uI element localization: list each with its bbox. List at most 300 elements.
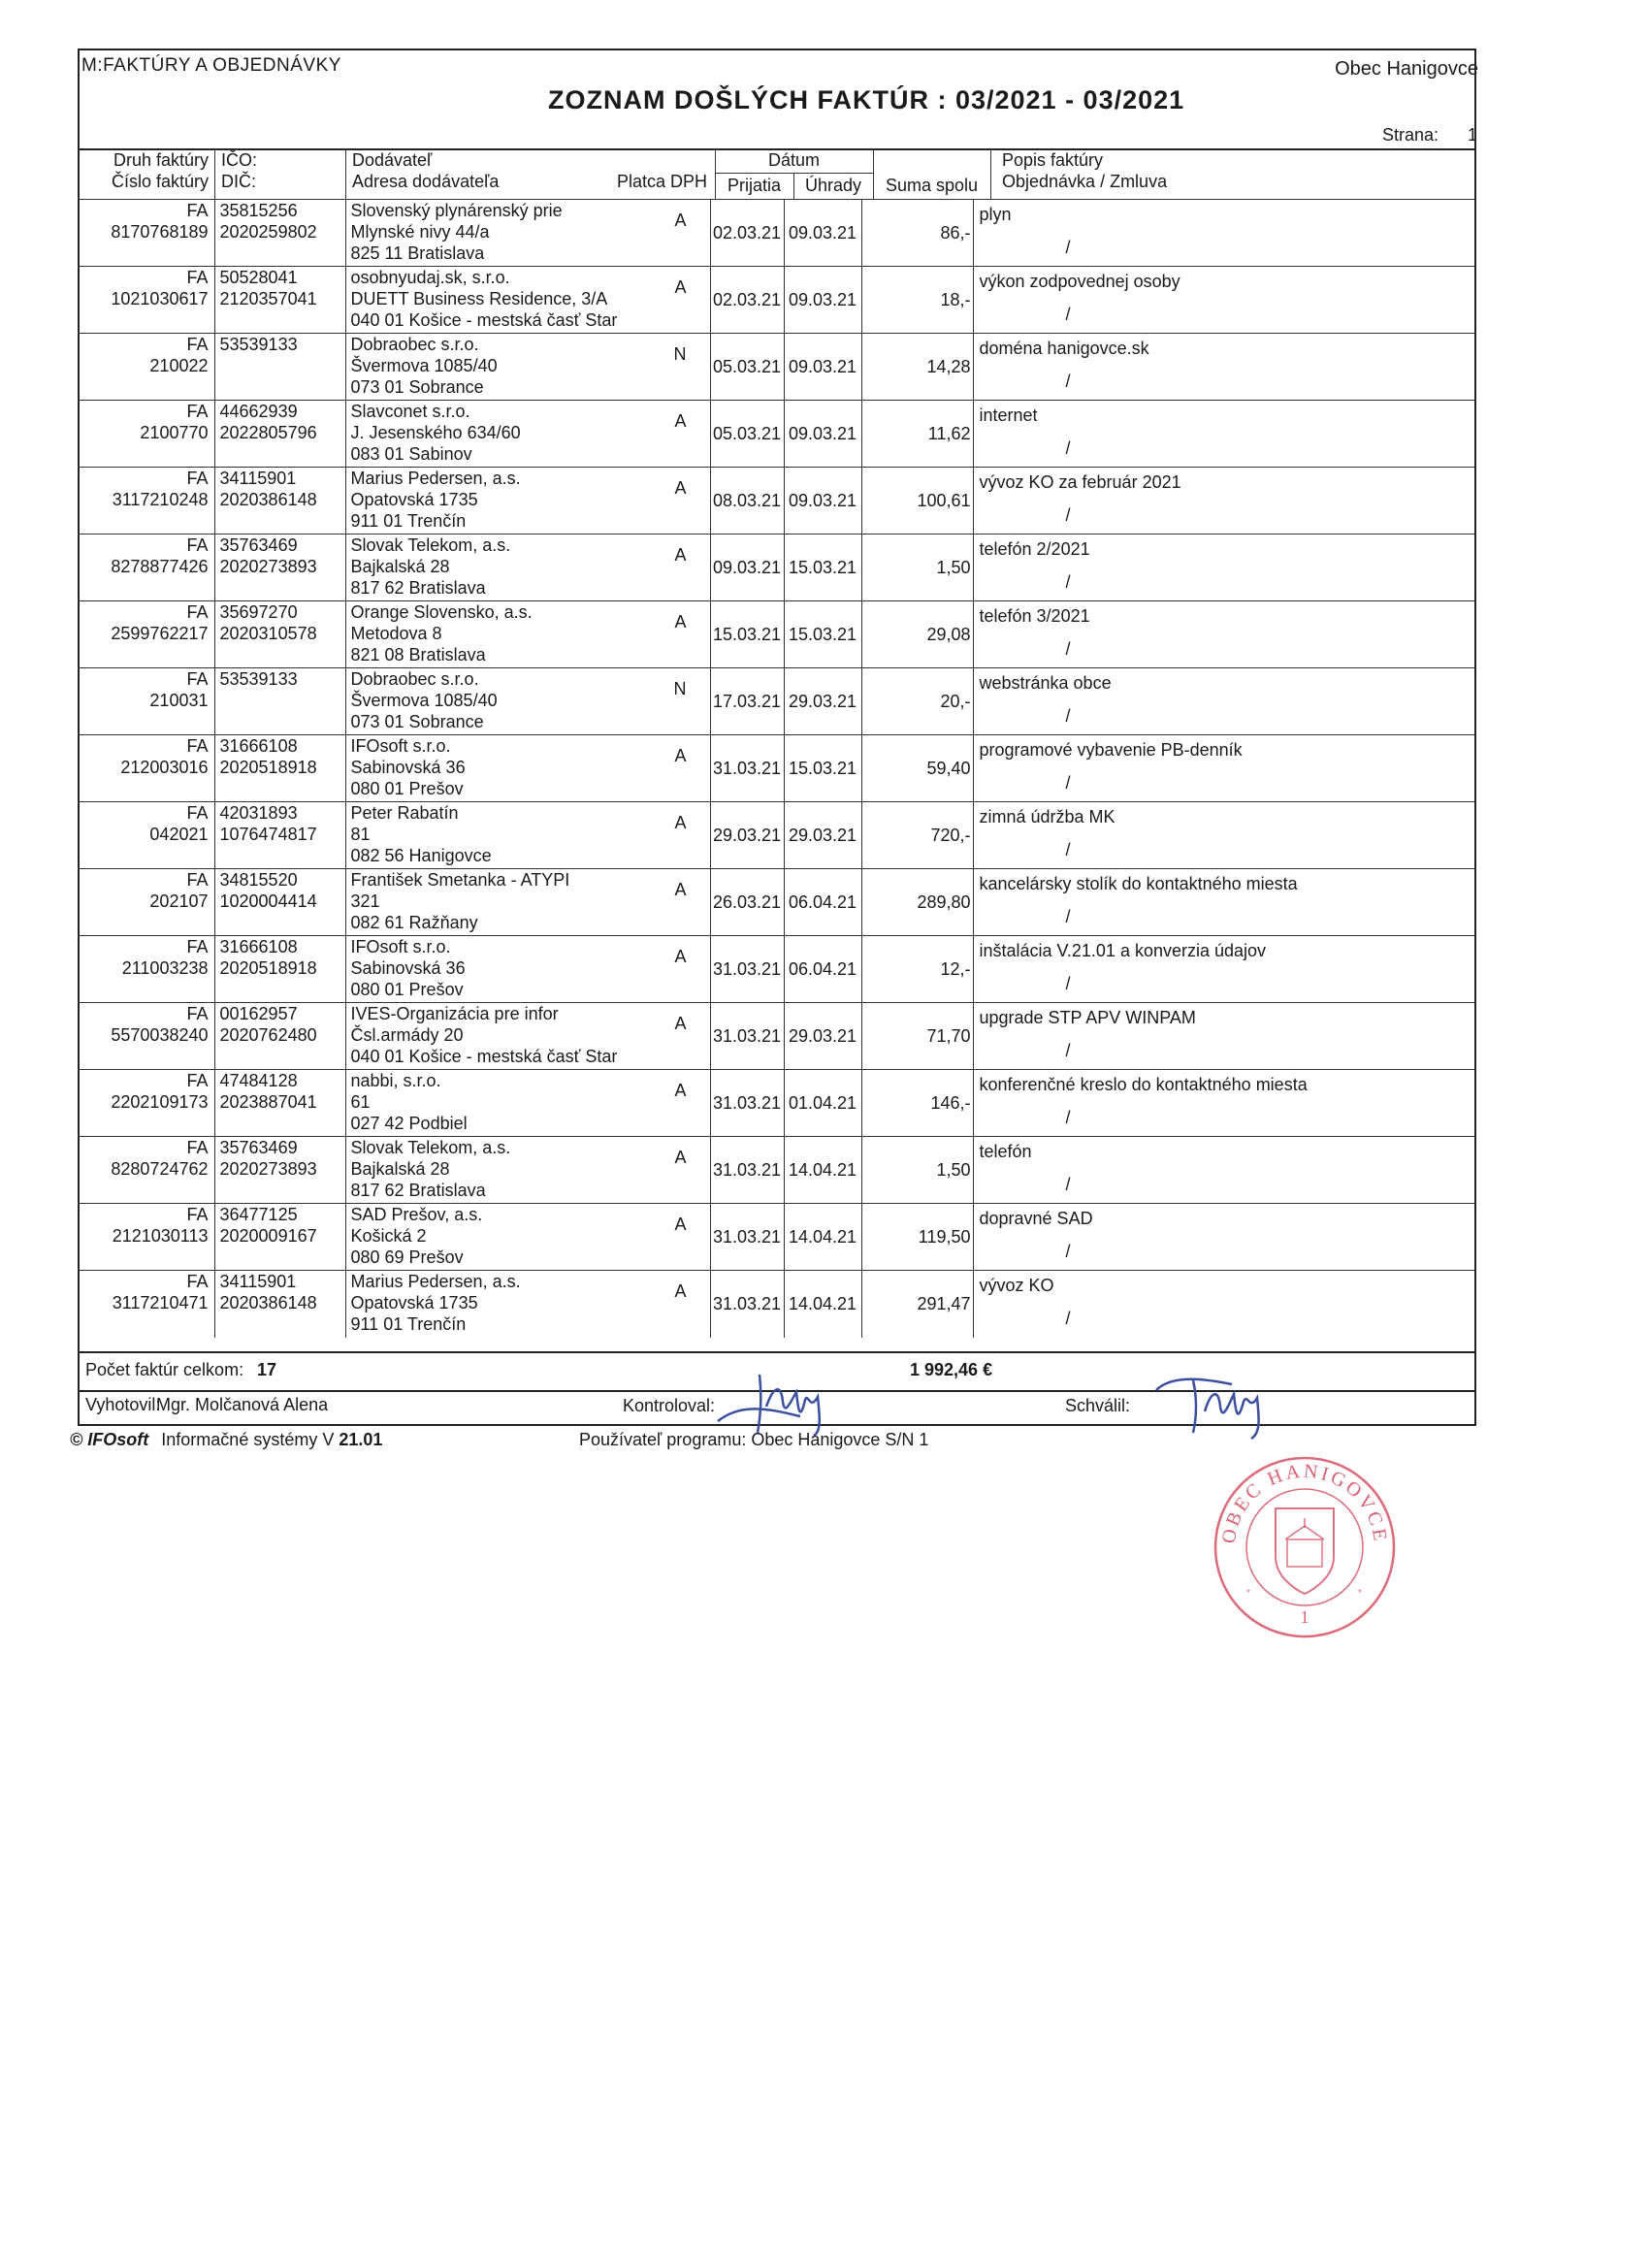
order-contract: / [1065,305,1071,324]
invoice-sum: 12,- [861,936,973,1003]
table-row [78,735,1476,802]
invoice-sum: 100,61 [861,468,973,535]
order-contract: / [1065,773,1071,793]
type-number-cell [78,334,214,401]
col-received-header: Prijatia [727,176,782,195]
supplier-cell [345,401,710,468]
invoice-number: 2100770 [140,423,209,442]
table-row [78,1003,1476,1070]
supplier-ico: 34115901 [219,1272,297,1291]
col-divider [214,148,215,199]
invoice-description: telefón 2/2021 [979,539,1090,559]
received-date: 09.03.21 [710,535,784,601]
invoice-type: FA [186,402,209,421]
description-cell [973,936,1476,1003]
table-row [78,936,1476,1003]
supplier-cell [345,869,710,936]
supplier-address-line2: 082 56 Hanigovce [350,846,492,865]
supplier-address-line1: Opatovská 1735 [350,1293,478,1312]
supplier-dic: 1076474817 [219,825,317,844]
invoice-sum: 20,- [861,668,973,735]
supplier-ico: 53539133 [219,669,298,689]
supplier-name: Slavconet s.r.o. [350,402,470,421]
table-row [78,869,1476,936]
supplier-ico: 34115901 [219,469,297,488]
received-date: 29.03.21 [710,802,784,869]
received-date: 02.03.21 [710,267,784,334]
order-contract: / [1065,840,1071,859]
description-cell [973,1137,1476,1204]
supplier-address-line1: Švermova 1085/40 [350,691,498,710]
grand-total: 1 992,46 € [910,1360,993,1379]
module-label: M:FAKTÚRY A OBJEDNÁVKY [81,55,341,76]
ico-dic-cell [214,334,345,401]
supplier-ico: 00162957 [219,1004,298,1023]
table-row [78,334,1476,401]
supplier-name: IVES-Organizácia pre infor [350,1004,559,1023]
supplier-cell [345,1070,710,1137]
invoice-sum: 146,- [861,1070,973,1137]
payment-date: 14.04.21 [784,1204,861,1271]
supplier-address-line2: 080 01 Prešov [350,779,464,798]
type-number-cell [78,200,214,267]
supplier-address-line1: Čsl.armády 20 [350,1025,464,1045]
invoice-number: 212003016 [120,758,209,777]
ico-dic-cell [214,401,345,468]
col-payment-header: Úhrady [804,176,862,195]
order-contract: / [1065,438,1071,458]
invoice-description: telefón [979,1142,1032,1161]
supplier-name: IFOsoft s.r.o. [350,736,451,756]
invoice-type: FA [186,1138,209,1157]
vat-payer-flag: A [674,1148,687,1167]
vat-payer-flag: A [674,1281,687,1301]
supplier-ico: 35763469 [219,535,298,555]
description-cell [973,802,1476,869]
supplier-dic: 2020273893 [219,1159,317,1179]
page-label: Strana: [1382,125,1439,145]
invoice-type: FA [186,669,209,689]
supplier-dic: 2020762480 [219,1025,317,1045]
description-cell [973,267,1476,334]
type-number-cell [78,468,214,535]
invoice-type: FA [186,469,209,488]
invoice-type: FA [186,937,209,956]
payment-date: 15.03.21 [784,601,861,668]
supplier-dic: 2023887041 [219,1092,317,1112]
supplier-ico: 35697270 [219,602,298,622]
table-row [78,267,1476,334]
vat-payer-flag: A [674,612,687,632]
vat-payer-flag: A [674,947,687,966]
invoice-description: dopravné SAD [979,1209,1093,1228]
vat-payer-flag: A [674,746,687,765]
received-date: 15.03.21 [710,601,784,668]
vat-payer-flag: A [674,813,687,832]
invoice-sum: 14,28 [861,334,973,401]
received-date: 31.03.21 [710,735,784,802]
invoice-type: FA [186,736,209,756]
type-number-cell [78,535,214,601]
type-number-cell [78,668,214,735]
col-ico-header: IČO: [221,150,258,170]
description-cell [973,200,1476,267]
ico-dic-cell [214,802,345,869]
supplier-cell [345,1204,710,1271]
program-user: Používateľ programu: Obec Hanigovce S/N 1 [579,1430,929,1449]
col-order-header: Objednávka / Zmluva [1002,172,1168,191]
supplier-name: IFOsoft s.r.o. [350,937,451,956]
invoice-description: vývoz KO [979,1276,1054,1295]
prepared-label: Vyhotovil: [85,1395,161,1414]
invoice-type: FA [186,201,209,220]
table-row [78,468,1476,535]
invoice-number: 5570038240 [111,1025,209,1045]
col-sum-header: Suma spolu [885,176,979,195]
col-dic-header: DIČ: [221,172,256,191]
supplier-address-line2: 082 61 Ražňany [350,913,478,932]
description-cell [973,401,1476,468]
payment-date: 15.03.21 [784,535,861,601]
type-number-cell [78,1204,214,1271]
col-divider [990,148,991,199]
supplier-address-line2: 080 01 Prešov [350,980,464,999]
invoice-number: 2599762217 [111,624,209,643]
description-cell [973,1070,1476,1137]
invoice-number: 2202109173 [111,1092,209,1112]
order-contract: / [1065,639,1071,659]
stamp-text: OBEC HANIGOVCE [1217,1460,1392,1545]
payment-date: 29.03.21 [784,802,861,869]
vat-payer-flag: A [674,545,687,565]
supplier-address-line1: 321 [350,891,380,911]
received-date: 05.03.21 [710,401,784,468]
vat-payer-flag: A [674,277,687,297]
supplier-address-line2: 027 42 Podbiel [350,1114,468,1133]
supplier-cell [345,802,710,869]
invoice-sum: 86,- [861,200,973,267]
type-number-cell [78,1137,214,1204]
ico-dic-cell [214,668,345,735]
supplier-address-line1: Sabinovská 36 [350,958,466,978]
order-contract: / [1065,1041,1071,1060]
col-supplier-header: Dodávateľ [352,150,433,170]
order-contract: / [1065,572,1071,592]
payment-date: 29.03.21 [784,668,861,735]
col-divider [345,148,346,199]
order-contract: / [1065,974,1071,993]
invoice-number: 3117210248 [112,490,209,509]
table-row [78,200,1476,267]
supplier-name: Slovak Telekom, a.s. [350,535,511,555]
supplier-address-line1: Mlynské nivy 44/a [350,222,490,242]
received-date: 31.03.21 [710,1271,784,1338]
supplier-name: Dobraobec s.r.o. [350,335,479,354]
supplier-address-line1: Košická 2 [350,1226,427,1246]
supplier-address-line1: Sabinovská 36 [350,758,466,777]
vat-payer-flag: A [674,411,687,431]
supplier-cell [345,936,710,1003]
invoice-description: konferenčné kreslo do kontaktného miesta [979,1075,1308,1094]
ico-dic-cell [214,1271,345,1338]
invoice-number: 211003238 [121,958,209,978]
supplier-cell [345,468,710,535]
invoice-type: FA [186,1272,209,1291]
vat-payer-flag: A [674,1215,687,1234]
supplier-dic: 2020386148 [219,1293,317,1312]
supplier-ico: 50528041 [219,268,298,287]
page-title: ZOZNAM DOŠLÝCH FAKTÚR : 03/2021 - 03/2021 [548,85,1185,114]
ico-dic-cell [214,1003,345,1070]
invoice-description: telefón 3/2021 [979,606,1090,626]
received-date: 05.03.21 [710,334,784,401]
supplier-name: Slovenský plynárenský prie [350,201,563,220]
ico-dic-cell [214,267,345,334]
municipality-name: Obec Hanigovce [1335,58,1478,80]
supplier-dic: 2020310578 [219,624,317,643]
supplier-address-line1: Švermova 1085/40 [350,356,498,375]
received-date: 31.03.21 [710,1003,784,1070]
supplier-address-line2: 825 11 Bratislava [350,243,485,263]
vat-payer-flag: A [674,478,687,498]
invoice-description: programové vybavenie PB-denník [979,740,1243,760]
invoice-table-body [78,200,1476,1338]
vat-payer-flag: A [674,1081,687,1100]
supplier-ico: 44662939 [219,402,298,421]
description-cell [973,535,1476,601]
supplier-address-line2: 817 62 Bratislava [350,578,486,598]
payment-date: 01.04.21 [784,1070,861,1137]
supplier-name: Orange Slovensko, a.s. [350,602,533,622]
payment-date: 14.04.21 [784,1137,861,1204]
col-date-header: Dátum [767,150,820,170]
supplier-name: Peter Rabatín [350,803,459,823]
supplier-dic: 2020259802 [219,222,317,242]
checked-label: Kontroloval: [623,1396,716,1415]
order-contract: / [1065,238,1071,257]
invoice-type: FA [186,1071,209,1090]
supplier-address-line1: 81 [350,825,371,844]
invoice-description: zimná údržba MK [979,807,1116,826]
approved-label: Schválil: [1065,1396,1131,1415]
col-type-header: Druh faktúry [113,150,209,170]
payment-date: 09.03.21 [784,334,861,401]
supplier-address-line2: 911 01 Trenčín [350,1314,467,1334]
table-row [78,668,1476,735]
supplier-name: SAD Prešov, a.s. [350,1205,483,1224]
payment-date: 09.03.21 [784,468,861,535]
type-number-cell [78,1070,214,1137]
table-row [78,1070,1476,1137]
invoice-type: FA [186,803,209,823]
supplier-name: osobnyudaj.sk, s.r.o. [350,268,510,287]
table-row [78,535,1476,601]
invoice-description: doména hanigovce.sk [979,339,1149,358]
supplier-name: František Smetanka - ATYPI [350,870,570,890]
supplier-ico: 53539133 [219,335,298,354]
supplier-address-line2: 073 01 Sobrance [350,712,484,731]
table-row [78,1204,1476,1271]
payment-date: 09.03.21 [784,267,861,334]
ico-dic-cell [214,936,345,1003]
supplier-address-line1: 61 [350,1092,371,1112]
supplier-cell [345,735,710,802]
date-subheader-rule [715,173,873,174]
supplier-address-line1: Metodova 8 [350,624,442,643]
supplier-name: Dobraobec s.r.o. [350,669,479,689]
invoice-sum: 29,08 [861,601,973,668]
invoice-sum: 1,50 [861,1137,973,1204]
ico-dic-cell [214,1137,345,1204]
invoice-type: FA [186,335,209,354]
vat-payer-flag: N [673,344,687,364]
supplier-name: Marius Pedersen, a.s. [350,469,521,488]
order-contract: / [1065,372,1071,391]
invoice-number: 8278877426 [111,557,209,576]
supplier-cell [345,1003,710,1070]
invoice-sum: 11,62 [861,401,973,468]
supplier-dic: 2020518918 [219,958,317,978]
type-number-cell [78,936,214,1003]
received-date: 31.03.21 [710,1204,784,1271]
invoice-number: 042021 [149,825,209,844]
order-contract: / [1065,1175,1071,1194]
type-number-cell [78,267,214,334]
supplier-ico: 31666108 [219,937,298,956]
supplier-address-line2: 073 01 Sobrance [350,377,484,397]
invoice-sum: 289,80 [861,869,973,936]
invoice-description: výkon zodpovednej osoby [979,272,1180,291]
supplier-cell [345,200,710,267]
invoice-type: FA [186,535,209,555]
invoice-description: upgrade STP APV WINPAM [979,1008,1196,1027]
invoice-type: FA [186,1205,209,1224]
supplier-address-line1: Bajkalská 28 [350,1159,450,1179]
received-date: 08.03.21 [710,468,784,535]
received-date: 31.03.21 [710,1070,784,1137]
invoice-type: FA [186,1004,209,1023]
approved-signature [1154,1363,1300,1441]
invoice-sum: 71,70 [861,1003,973,1070]
order-contract: / [1065,1108,1071,1127]
supplier-ico: 31666108 [219,736,298,756]
invoice-description: kancelársky stolík do kontaktného miesta [979,874,1298,893]
invoice-number: 202107 [149,891,209,911]
invoice-description: webstránka obce [979,673,1112,693]
invoice-number: 3117210471 [112,1293,209,1312]
order-contract: / [1065,1242,1071,1261]
vat-payer-flag: A [674,1014,687,1033]
type-number-cell [78,735,214,802]
ico-dic-cell [214,535,345,601]
col-vat-header: Platca DPH [617,172,708,191]
received-date: 02.03.21 [710,200,784,267]
payment-date: 06.04.21 [784,869,861,936]
col-address-header: Adresa dodávateľa [352,172,500,191]
supplier-cell [345,535,710,601]
supplier-cell [345,668,710,735]
type-number-cell [78,401,214,468]
invoice-type: FA [186,602,209,622]
supplier-address-line2: 821 08 Bratislava [350,645,486,664]
invoice-sum: 18,- [861,267,973,334]
description-cell [973,1271,1476,1338]
invoice-sum: 291,47 [861,1271,973,1338]
invoice-count-label: Počet faktúr celkom: [85,1360,244,1379]
supplier-address-line2: 040 01 Košice - mestská časť Star [350,310,618,330]
invoice-number: 2121030113 [112,1226,209,1246]
software-version: 21.01 [339,1430,383,1449]
supplier-dic: 2020009167 [219,1226,317,1246]
supplier-address-line2: 040 01 Košice - mestská časť Star [350,1047,618,1066]
invoice-sum: 59,40 [861,735,973,802]
invoice-description: plyn [979,205,1012,224]
payment-date: 09.03.21 [784,200,861,267]
supplier-address-line1: Bajkalská 28 [350,557,450,576]
supplier-ico: 42031893 [219,803,298,823]
payment-date: 06.04.21 [784,936,861,1003]
supplier-dic: 2022805796 [219,423,317,442]
invoice-description: inštalácia V.21.01 a konverzia údajov [979,941,1267,960]
supplier-dic: 2020518918 [219,758,317,777]
invoice-number: 8170768189 [111,222,209,242]
invoice-sum: 1,50 [861,535,973,601]
ico-dic-cell [214,468,345,535]
supplier-name: Marius Pedersen, a.s. [350,1272,521,1291]
supplier-ico: 36477125 [219,1205,298,1224]
type-number-cell [78,802,214,869]
type-number-cell [78,1271,214,1338]
received-date: 26.03.21 [710,869,784,936]
description-cell [973,735,1476,802]
checked-signature [713,1363,858,1441]
invoice-number: 8280724762 [111,1159,209,1179]
ico-dic-cell [214,200,345,267]
ico-dic-cell [214,1070,345,1137]
software-copyright: © IFOsoft [70,1430,149,1449]
invoice-table [78,199,1476,1338]
invoice-count: 17 [257,1360,277,1379]
supplier-address-line1: J. Jesenského 634/60 [350,423,521,442]
col-number-header: Číslo faktúry [111,172,209,191]
table-row [78,601,1476,668]
order-contract: / [1065,505,1071,525]
page-number: 1 [1468,125,1478,145]
payment-date: 29.03.21 [784,1003,861,1070]
description-cell [973,668,1476,735]
invoice-description: vývoz KO za február 2021 [979,472,1181,492]
payment-date: 09.03.21 [784,401,861,468]
description-cell [973,468,1476,535]
supplier-address-line2: 817 62 Bratislava [350,1181,486,1200]
supplier-dic: 2120357041 [219,289,317,308]
invoice-number: 1021030617 [111,289,209,308]
invoice-type: FA [186,870,209,890]
software-product: Informačné systémy V [161,1430,335,1449]
description-cell [973,334,1476,401]
description-cell [973,1204,1476,1271]
supplier-name: Slovak Telekom, a.s. [350,1138,511,1157]
ico-dic-cell [214,869,345,936]
supplier-dic: 1020004414 [219,891,317,911]
ico-dic-cell [214,735,345,802]
supplier-ico: 35763469 [219,1138,298,1157]
supplier-cell [345,601,710,668]
ico-dic-cell [214,601,345,668]
supplier-ico: 34815520 [219,870,298,890]
description-cell [973,1003,1476,1070]
vat-payer-flag: A [674,880,687,899]
